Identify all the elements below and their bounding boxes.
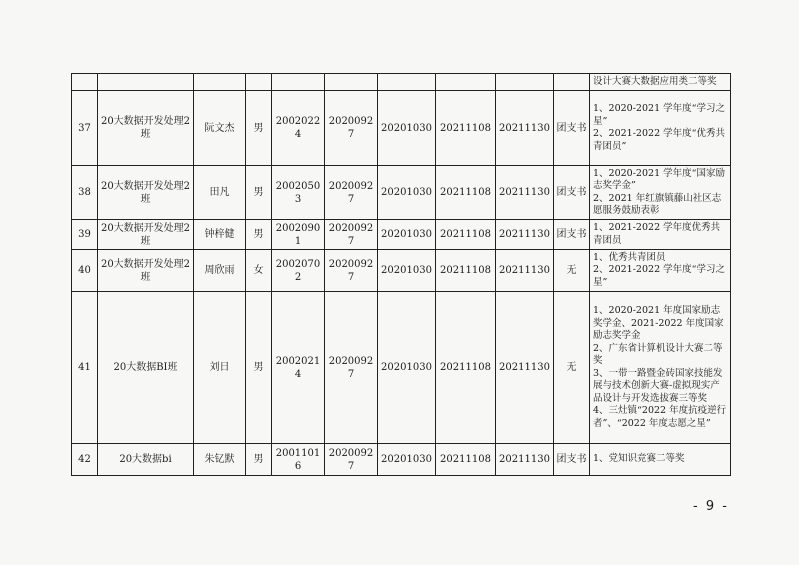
cell-no: 41 <box>72 292 98 444</box>
cell-birth-date: 20020224 <box>272 91 325 166</box>
honor-line: 2、2021-2022 学年度“优秀共青团员” <box>593 128 725 152</box>
cell-no: 40 <box>72 250 98 292</box>
cell-date <box>378 74 436 91</box>
cell-class: 20大数据开发处理2班 <box>98 220 194 250</box>
honor-line: 1、2020-2021 学年度“国家励志奖学金” <box>593 167 725 191</box>
cell-class: 20大数据BI班 <box>98 292 194 444</box>
continuation-row <box>72 74 731 91</box>
cell-date-2: 20200927 <box>325 250 378 292</box>
cell-role: 团支书 <box>554 91 590 166</box>
cell-birth-date: 20020503 <box>272 166 325 220</box>
cell-role: 无 <box>554 250 590 292</box>
cell-role: 无 <box>554 292 590 444</box>
cell-birth-date: 20020214 <box>272 292 325 444</box>
cell-date-3: 20201030 <box>378 166 436 220</box>
cell-date-4: 20211108 <box>436 220 496 250</box>
cell-date-5: 20211130 <box>496 250 554 292</box>
member-roster-table <box>71 73 731 476</box>
honor-line: 设计大赛大数据应用类二等奖 <box>593 75 717 87</box>
page-number: - 9 - <box>693 499 729 514</box>
honor-line: 2、2021 年红旗镇藤山社区志愿服务鼓励表彰 <box>593 192 722 216</box>
cell-date-4: 20211108 <box>436 91 496 166</box>
table-row <box>72 250 731 292</box>
cell-birth-date: 20020702 <box>272 250 325 292</box>
cell-name <box>194 74 246 91</box>
honor-line: 1、2020-2021 学年度“学习之星” <box>593 103 725 127</box>
cell-honors <box>590 74 731 91</box>
cell-gender: 男 <box>246 292 272 444</box>
cell-role: 团支书 <box>554 220 590 250</box>
table-row <box>72 444 731 476</box>
cell-class: 20大数据开发处理2班 <box>98 250 194 292</box>
cell-name: 朱钇默 <box>194 444 246 476</box>
cell-date-3: 20201030 <box>378 220 436 250</box>
cell-role: 团支书 <box>554 444 590 476</box>
cell-no: 38 <box>72 166 98 220</box>
cell-gender: 男 <box>246 220 272 250</box>
honor-line: 4、三灶镇“2022 年度抗疫逆行者”、“2022 年度志愿之星” <box>593 405 727 429</box>
cell-date-2: 20200927 <box>325 444 378 476</box>
cell-class: 20大数据bi <box>98 444 194 476</box>
cell-honors <box>590 91 731 166</box>
cell-no: 39 <box>72 220 98 250</box>
honor-line: 1、党知识竞赛二等奖 <box>593 453 685 465</box>
cell-honors <box>590 250 731 292</box>
cell-gender: 男 <box>246 166 272 220</box>
cell-date-4: 20211108 <box>436 250 496 292</box>
cell-honors <box>590 292 731 444</box>
cell-name: 周欣雨 <box>194 250 246 292</box>
cell-name: 田凡 <box>194 166 246 220</box>
cell-no: 37 <box>72 91 98 166</box>
cell-date-3: 20201030 <box>378 292 436 444</box>
cell-honors <box>590 444 731 476</box>
cell-role <box>554 74 590 91</box>
cell-date <box>272 74 325 91</box>
cell-date-2: 20200927 <box>325 91 378 166</box>
cell-date-4: 20211108 <box>436 292 496 444</box>
cell-gender <box>246 74 272 91</box>
cell-role: 团支书 <box>554 166 590 220</box>
honor-line: 1、2021-2022 学年度优秀共青团员 <box>593 222 721 246</box>
cell-birth-date: 20020901 <box>272 220 325 250</box>
cell-date <box>436 74 496 91</box>
cell-date-2: 20200927 <box>325 292 378 444</box>
cell-date-4: 20211108 <box>436 444 496 476</box>
table-row <box>72 166 731 220</box>
cell-date-5: 20211130 <box>496 444 554 476</box>
cell-birth-date: 20011016 <box>272 444 325 476</box>
cell-date-2: 20200927 <box>325 220 378 250</box>
cell-class: 20大数据开发处理2班 <box>98 166 194 220</box>
cell-date-3: 20201030 <box>378 250 436 292</box>
cell-date <box>496 74 554 91</box>
honor-line: 3、一带一路暨金砖国家技能发展与技术创新大赛-虚拟现实产品设计与开发选拔赛三等奖 <box>593 367 723 404</box>
cell-name: 钟梓健 <box>194 220 246 250</box>
cell-date-3: 20201030 <box>378 444 436 476</box>
cell-date-5: 20211130 <box>496 91 554 166</box>
honor-line: 1、优秀共青团员 <box>593 251 666 263</box>
cell-date-5: 20211130 <box>496 292 554 444</box>
cell-date-5: 20211130 <box>496 220 554 250</box>
cell-class <box>98 74 194 91</box>
honor-line: 2、2021-2022 学年度“学习之星” <box>593 264 725 288</box>
cell-honors <box>590 220 731 250</box>
cell-gender: 男 <box>246 91 272 166</box>
cell-name: 刘日 <box>194 292 246 444</box>
cell-no <box>72 74 98 91</box>
table-row <box>72 292 731 444</box>
roster-body <box>72 74 731 476</box>
cell-date-5: 20211130 <box>496 166 554 220</box>
cell-class: 20大数据开发处理2班 <box>98 91 194 166</box>
table-row <box>72 91 731 166</box>
honor-line: 1、2020-2021 年度国家励志奖学金、2021-2022 年度国家励志奖学金 <box>593 305 724 341</box>
cell-date <box>325 74 378 91</box>
cell-gender: 女 <box>246 250 272 292</box>
cell-name: 阮文杰 <box>194 91 246 166</box>
cell-gender: 男 <box>246 444 272 476</box>
cell-date-3: 20201030 <box>378 91 436 166</box>
cell-no: 42 <box>72 444 98 476</box>
cell-date-4: 20211108 <box>436 166 496 220</box>
cell-honors <box>590 166 731 220</box>
cell-date-2: 20200927 <box>325 166 378 220</box>
table-row <box>72 220 731 250</box>
honor-line: 2、广东省计算机设计大赛二等奖 <box>593 342 723 366</box>
